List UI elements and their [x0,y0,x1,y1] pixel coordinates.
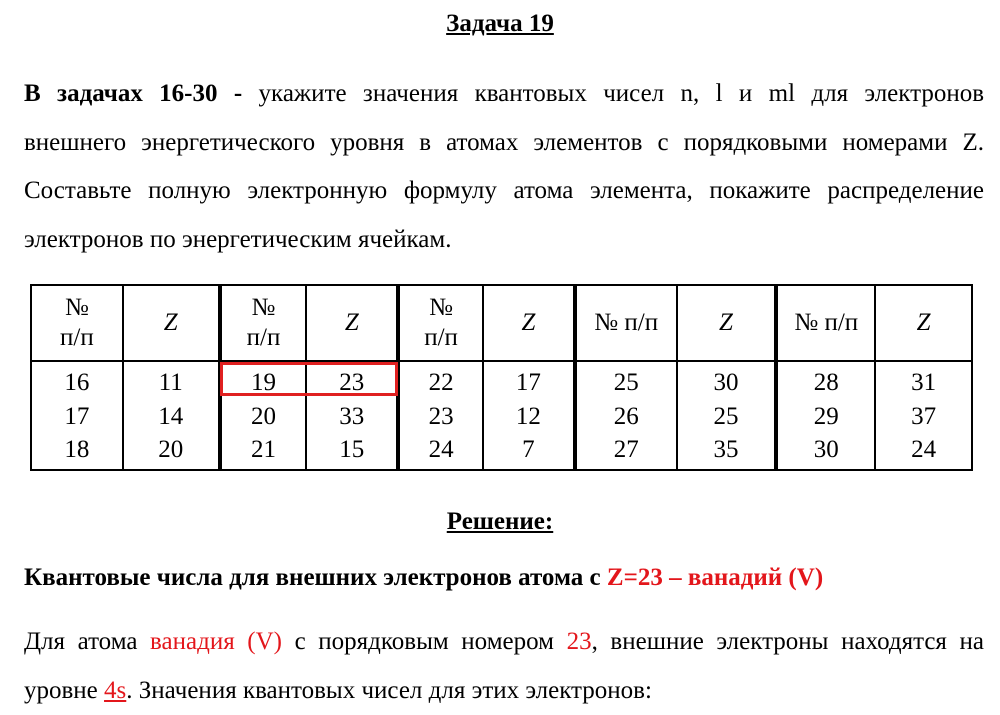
table-cell: 12 [484,400,573,434]
table-cell: 21 [222,433,306,467]
table-cell: 16 [32,366,122,400]
text-fragment: уровне [24,677,104,704]
task-description [24,70,984,264]
table-cell: 17 [484,366,573,400]
description-line-4: электронов по энергетическим ячейкам. [24,216,984,265]
table-cell: 29 [778,400,874,434]
table-column-task-numbers [31,361,123,470]
subtitle-prefix: Квантовые числа для внешних электронов атома с [24,564,607,591]
text-fragment: Для атома [24,628,150,655]
table-cell: 30 [778,433,874,467]
table-cell: 17 [32,400,122,434]
table-cell: 14 [124,400,218,434]
subtitle-element: Z=23 – ванадий (V) [607,564,823,591]
table-cell: 26 [577,400,676,434]
solution-line-2 [24,667,984,715]
header-cell: № п/п [575,285,677,361]
table-cell: 7 [484,433,573,467]
table-cell: 37 [876,400,971,434]
table-cell: 19 [222,366,306,400]
table-cell: 30 [678,366,775,400]
header-cell-z: Z [677,285,777,361]
table-column-z [483,361,575,470]
table-cell: 23 [307,366,396,400]
solution-line-1 [24,618,984,667]
table-column-z [306,361,398,470]
table-cell: 25 [678,400,775,434]
table-cell: 15 [307,433,396,467]
description-bold-prefix: В задачах 16-30 - [24,80,242,107]
element-name: ванадия (V) [150,628,282,655]
table-column-task-numbers [776,361,875,470]
table-cell: 20 [222,400,306,434]
table-body-row [31,361,972,470]
description-line-1 [24,70,984,119]
table-cell: 20 [124,433,218,467]
table-cell: 35 [678,433,775,467]
table-cell: 33 [307,400,396,434]
table-cell: 28 [778,366,874,400]
header-cell: № п/п [398,285,483,361]
solution-title: Решение: [0,508,1000,536]
orbital-label: 4s [104,677,126,704]
description-line-2: внешнего энергетического уровня в атомах элементов с порядковыми номерами Z. [24,119,984,168]
text-fragment: с порядковым номером [282,628,567,655]
table-cell: 31 [876,366,971,400]
table-cell: 24 [400,433,482,467]
header-cell-z: Z [306,285,398,361]
table-cell: 23 [400,400,482,434]
header-cell: № п/п [31,285,123,361]
table-column-task-numbers [220,361,307,470]
solution-subtitle [24,564,823,592]
table-column-z [875,361,972,470]
text-fragment: , внешние электроны находятся на [592,628,984,655]
table-column-task-numbers [398,361,483,470]
header-cell: № п/п [220,285,307,361]
header-cell: № п/п [776,285,875,361]
table-cell: 27 [577,433,676,467]
solution-paragraph [24,618,984,715]
table-cell: 24 [876,433,971,467]
table-cell: 22 [400,366,482,400]
description-line-3: Составьте полную электронную формулу атома элемента, покажите распределение [24,167,984,216]
header-cell-z: Z [483,285,575,361]
task-variants-table [30,284,973,471]
description-line-1-rest: укажите значения квантовых чисел n, l и ml для электронов [259,80,984,107]
header-cell-z: Z [875,285,972,361]
task-title: Задача 19 [0,10,1000,38]
table-cell: 11 [124,366,218,400]
atomic-number: 23 [567,628,592,655]
table-header-row [31,285,972,361]
table-cell: 18 [32,433,122,467]
table-column-z [677,361,777,470]
table-column-task-numbers [575,361,677,470]
header-cell-z: Z [123,285,220,361]
table-cell: 25 [577,366,676,400]
text-fragment: . Значения квантовых чисел для этих электронов: [126,677,652,704]
table-column-z [123,361,220,470]
